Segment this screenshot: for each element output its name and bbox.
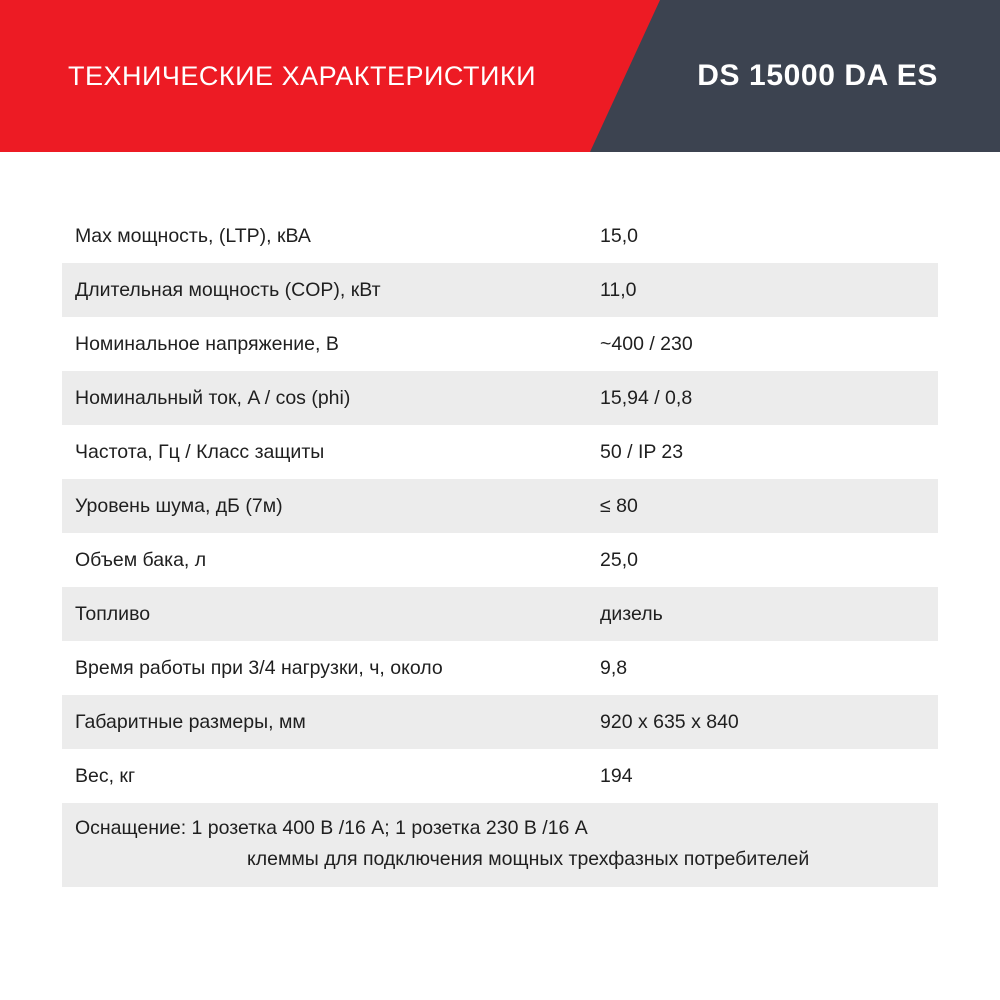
table-row [62,209,938,263]
equipment-note [62,803,938,887]
equipment-note-line-1: Оснащение: 1 розетка 400 В /16 A; 1 розетка 230 В /16 A [75,817,588,839]
table-row [62,587,938,641]
spec-label: Частота, Гц / Класс защиты [75,440,325,463]
spec-value: 15,94 / 0,8 [600,386,693,409]
table-row [62,317,938,371]
spec-label: Уровень шума, дБ (7м) [75,494,283,517]
spec-label: Время работы при 3/4 нагрузки, ч, около [75,656,443,679]
spec-value: 25,0 [600,548,638,571]
table-row [62,263,938,317]
table-row [62,749,938,803]
table-row [62,479,938,533]
spec-label: Длительная мощность (COP), кВт [75,278,381,301]
spec-value: ~400 / 230 [600,332,693,355]
spec-label: Объем бака, л [75,548,207,571]
spec-value: 9,8 [600,656,628,679]
spec-label: Max мощность, (LTP), кВА [75,224,311,247]
spec-label: Топливо [75,602,151,625]
spec-value: 11,0 [600,278,637,301]
page-title: ТЕХНИЧЕСКИЕ ХАРАКТЕРИСТИКИ [68,60,537,91]
spec-value: 194 [600,764,633,787]
table-row [62,641,938,695]
header-banner [0,0,1000,152]
table-row [62,533,938,587]
spec-value: ≤ 80 [600,494,638,517]
spec-label: Вес, кг [75,764,136,787]
spec-value: 15,0 [600,224,638,247]
model-name: DS 15000 DA ES [697,59,938,92]
spec-table [62,209,938,887]
spec-value: 920 x 635 x 840 [600,710,739,733]
table-row [62,425,938,479]
table-row [62,695,938,749]
spec-value: дизель [600,602,663,625]
spec-label: Габаритные размеры, мм [75,710,306,733]
spec-label: Номинальное напряжение, В [75,332,339,355]
spec-value: 50 / IP 23 [600,440,684,463]
equipment-note-line-2: клеммы для подключения мощных трехфазных потребителей [247,848,810,870]
spec-label: Номинальный ток, A / cos (phi) [75,386,351,409]
table-row [62,371,938,425]
